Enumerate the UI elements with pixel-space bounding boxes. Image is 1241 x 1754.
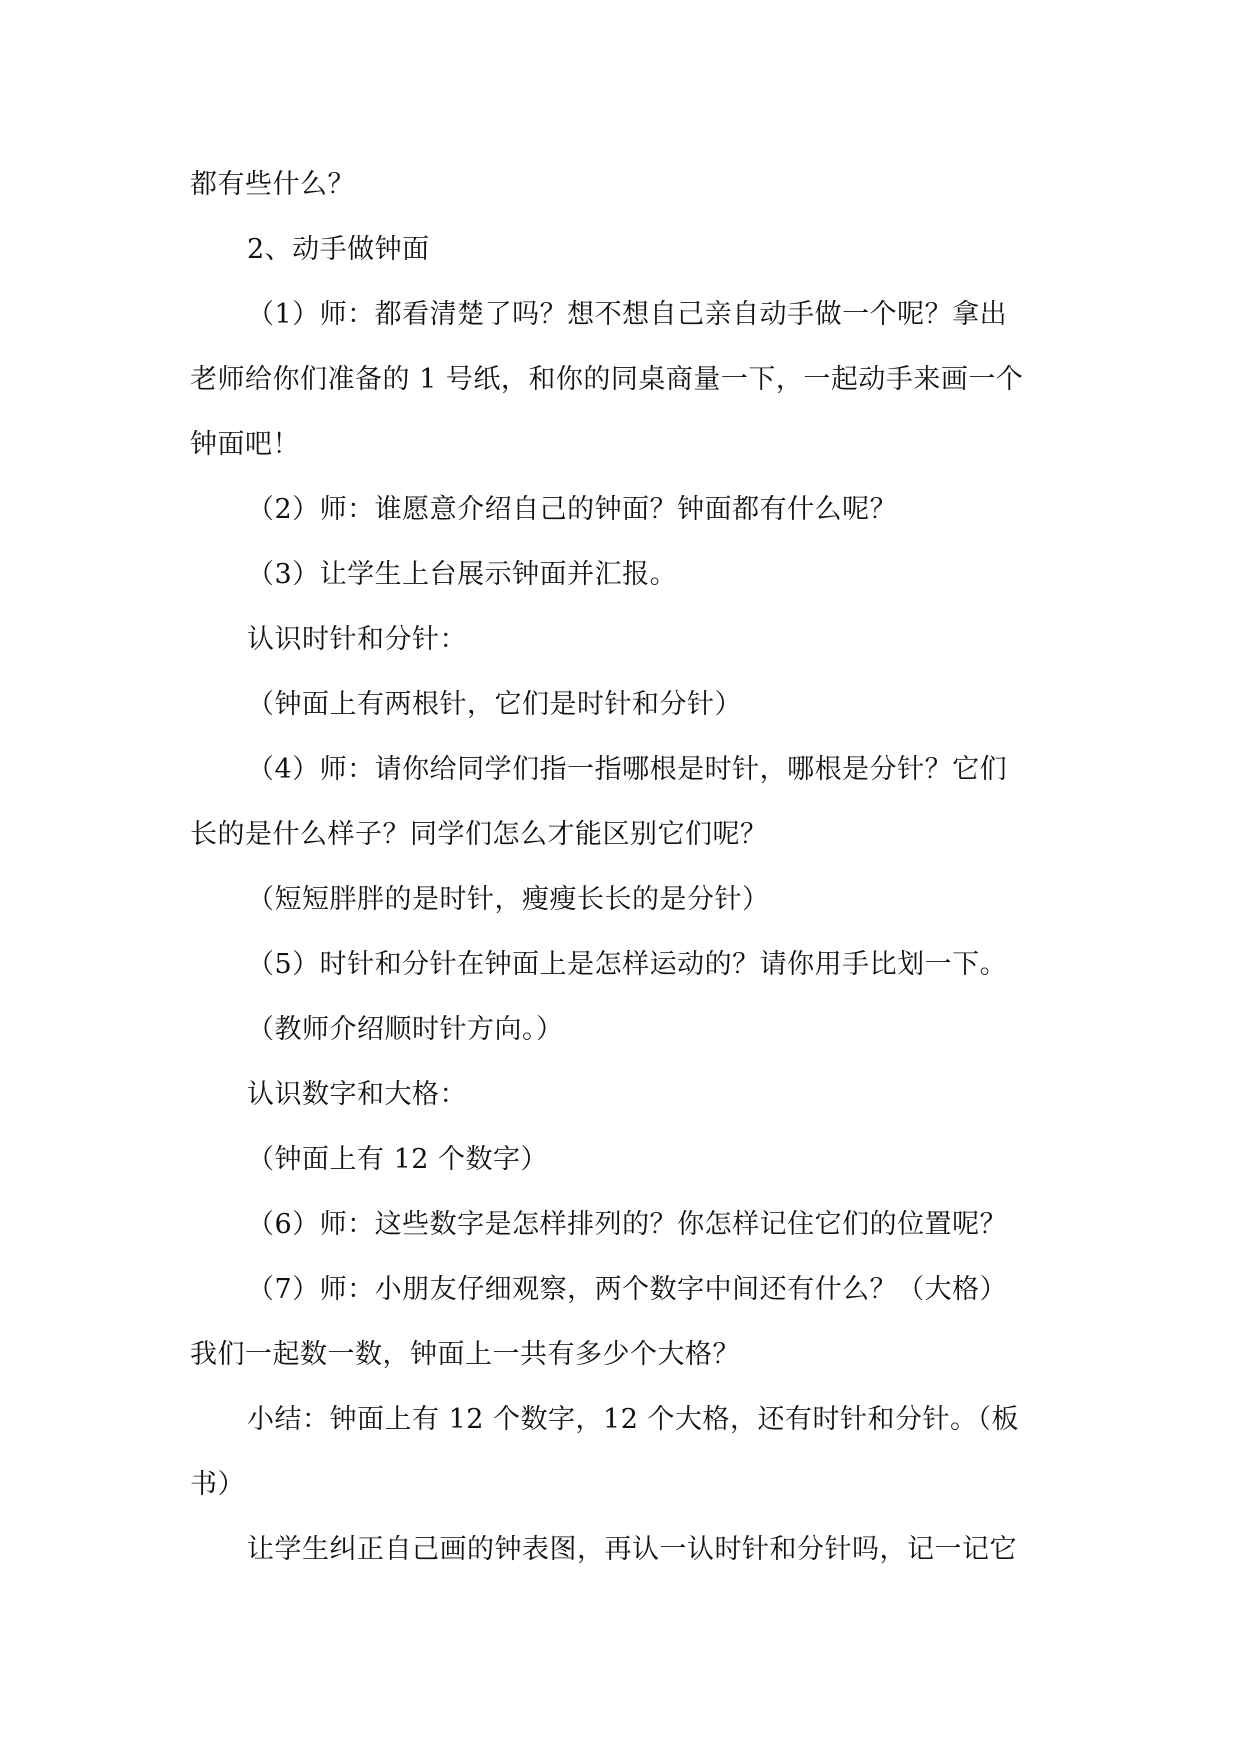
text-line: 我们一起数一数，钟面上一共有多少个大格？ [190,1339,740,1370]
text-line: （4）师：请你给同学们指一指哪根是时针，哪根是分针？它们 [247,754,1008,785]
text-line: （2）师：谁愿意介绍自己的钟面？钟面都有什么呢？ [247,494,898,525]
text-line: 长的是什么样子？同学们怎么才能区别它们呢？ [190,819,768,850]
text-line: 2、动手做钟面 [247,234,430,265]
text-line: 让学生纠正自己画的钟表图，再认一认时针和分针吗，记一记它 [247,1534,1017,1565]
text-line: （6）师：这些数字是怎样排列的？你怎样记住它们的位置呢？ [247,1209,1008,1240]
text-line: （教师介绍顺时针方向。） [247,1014,564,1045]
text-line: 钟面吧！ [190,429,300,460]
text-line: （5）时针和分针在钟面上是怎样运动的？请你用手比划一下。 [247,949,1008,980]
text-line: 书） [190,1469,245,1500]
text-line: 认识时针和分针： [247,624,467,655]
text-line: 老师给你们准备的 1 号纸，和你的同桌商量一下，一起动手来画一个 [190,364,1024,395]
text-line: 认识数字和大格： [247,1079,467,1110]
text-line: （3）让学生上台展示钟面并汇报。 [247,559,678,590]
text-line: （7）师：小朋友仔细观察，两个数字中间还有什么？（大格） [247,1274,1008,1305]
document-body [190,152,1052,1582]
text-line: （短短胖胖的是时针，瘦瘦长长的是分针） [247,884,770,915]
text-line: 都有些什么？ [190,169,355,200]
text-line: （钟面上有 12 个数字） [247,1144,549,1175]
text-line: （1）师：都看清楚了吗？想不想自己亲自动手做一个呢？拿出 [247,299,1008,330]
text-line: （钟面上有两根针，它们是时针和分针） [247,689,742,720]
text-line: 小结：钟面上有 12 个数字，12 个大格，还有时针和分针。（板 [247,1404,1019,1435]
